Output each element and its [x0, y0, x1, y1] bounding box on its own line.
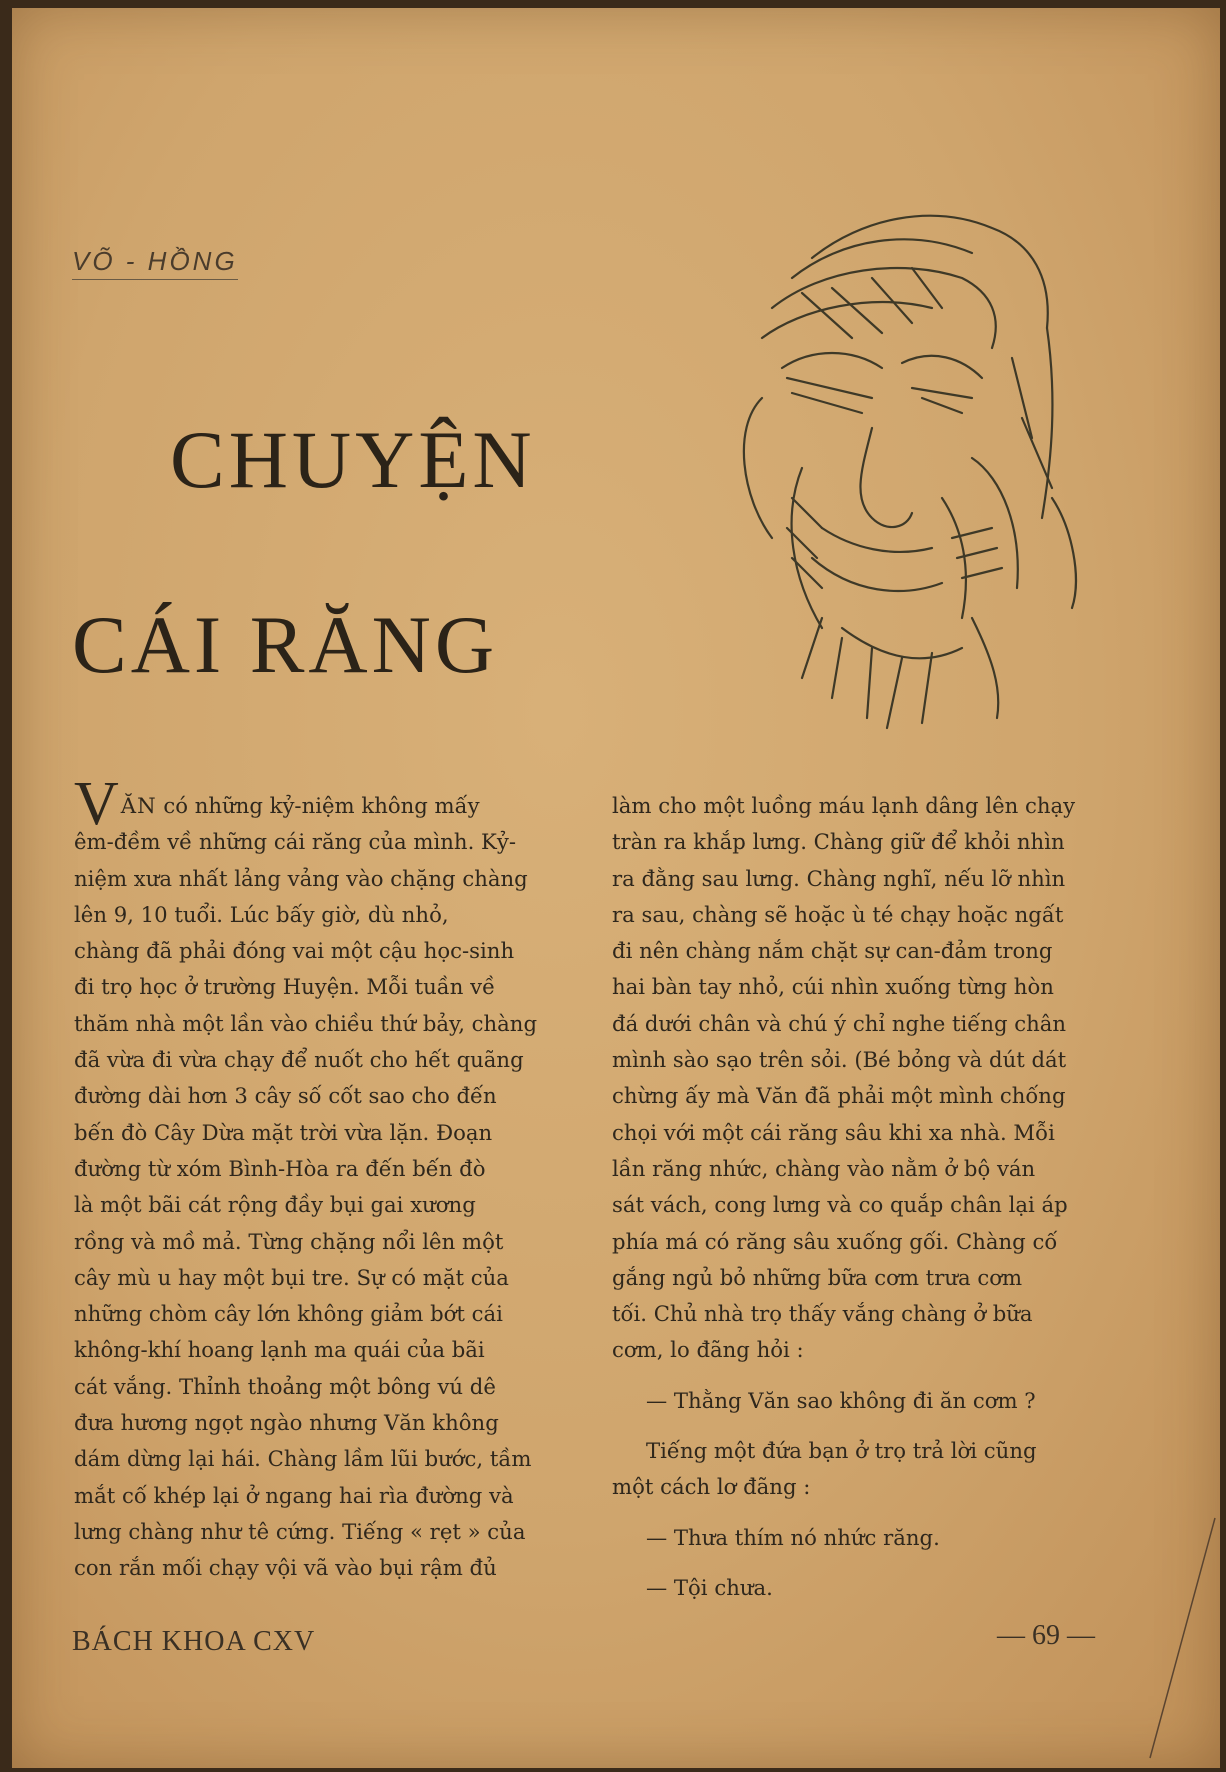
- article-first-line: [74, 770, 574, 838]
- article-line: chọi với một cái răng sâu khi xa nhà. Mỗi: [612, 1119, 1055, 1145]
- article-line: đi nên chàng nắm chặt sự can-đảm trong: [612, 938, 1053, 964]
- article-line: mắt cố khép lại ở ngang hai rìa đường và: [74, 1482, 514, 1508]
- article-line: tràn ra khắp lưng. Chàng giữ để khỏi nhìn: [612, 829, 1065, 855]
- article-line: đá dưới chân và chú ý chỉ nghe tiếng chân: [612, 1010, 1067, 1036]
- article-line: rồng và mồ mả. Từng chặng nổi lên một: [74, 1228, 504, 1254]
- article-line: chừng ấy mà Văn đã phải một mình chống: [612, 1083, 1066, 1109]
- article-line: hai bàn tay nhỏ, cúi nhìn xuống từng hòn: [612, 974, 1054, 1000]
- article-line: bến đò Cây Dừa mặt trời vừa lặn. Đoạn: [74, 1119, 493, 1145]
- dialogue-line: một cách lơ đãng :: [612, 1474, 811, 1500]
- article-line: lưng chàng như tê cứng. Tiếng « rẹt » của: [74, 1518, 526, 1544]
- article-line: đã vừa đi vừa chạy để nuốt cho hết quãng: [74, 1047, 524, 1073]
- article-line: là một bãi cát rộng đầy bụi gai xương: [74, 1192, 476, 1218]
- article-line: ra đằng sau lưng. Chàng nghĩ, nếu lỡ nhìn: [612, 865, 1066, 891]
- article-line: sát vách, cong lưng và co quắp chân lại áp: [612, 1192, 1068, 1218]
- article-line: cây mù u hay một bụi tre. Sự có mặt của: [74, 1264, 509, 1290]
- article-line: đường dài hơn 3 cây số cốt sao cho đến: [74, 1083, 497, 1109]
- dialogue-line: Tiếng một đứa bạn ở trọ trả lời cũng: [646, 1438, 1037, 1464]
- article-line: ra sau, chàng sẽ hoặc ù té chạy hoặc ngất: [612, 901, 1064, 927]
- lead-in: ĂN: [120, 793, 157, 818]
- magazine-page: [12, 8, 1220, 1768]
- article-line: niệm xưa nhất lảng vảng vào chặng chàng: [74, 865, 528, 891]
- drop-cap: V: [74, 770, 119, 838]
- article-line: cơm, lo đãng hỏi :: [612, 1337, 804, 1363]
- article-column-left: [74, 770, 574, 1587]
- article-line: thăm nhà một lần vào chiều thứ bảy, chàng: [74, 1010, 538, 1036]
- article-line: đi trọ học ở trường Huyện. Mỗi tuần về: [74, 974, 496, 1000]
- magazine-footer: BÁCH KHOA CXV: [72, 1626, 316, 1657]
- title-line-1: CHUYỆN: [170, 414, 536, 505]
- article-line: lên 9, 10 tuổi. Lúc bấy giờ, dù nhỏ,: [74, 901, 449, 927]
- article-line: lần răng nhức, chàng vào nằm ở bộ ván: [612, 1155, 1036, 1181]
- article-line: dám dừng lại hái. Chàng lầm lũi bước, tầm: [74, 1446, 532, 1472]
- article-line: không-khí hoang lạnh ma quái của bãi: [74, 1337, 485, 1363]
- title-line-2: CÁI RĂNG: [72, 599, 499, 690]
- article-line: cát vắng. Thỉnh thoảng một bông vú dê: [74, 1373, 496, 1399]
- dialogue-line: — Thưa thím nó nhức răng.: [646, 1524, 940, 1550]
- article-line: những chòm cây lớn không giảm bớt cái: [74, 1301, 503, 1327]
- article-line: con rắn mối chạy vội vã vào bụi rậm đủ: [74, 1555, 497, 1581]
- article-line: mình sào sạo trên sỏi. (Bé bỏng và dút dát: [612, 1047, 1067, 1073]
- article-line: gắng ngủ bỏ những bữa cơm trưa cơm: [612, 1264, 1023, 1290]
- author-byline: VÕ - HỒNG: [72, 246, 238, 280]
- article-line: chàng đã phải đóng vai một cậu học-sinh: [74, 938, 515, 964]
- torn-corner-mark: [1140, 1508, 1220, 1768]
- article-line: êm-đềm về những cái răng của mình. Kỷ-: [74, 829, 517, 855]
- article-line: có những kỷ-niệm không mấy: [163, 793, 480, 818]
- face-sketch-illustration: [672, 198, 1132, 738]
- article-line: đưa hương ngọt ngào nhưng Văn không: [74, 1410, 499, 1436]
- article-line: đường từ xóm Bình-Hòa ra đến bến đò: [74, 1155, 486, 1181]
- article-column-right: [612, 788, 1122, 1606]
- dialogue-line: — Thằng Văn sao không đi ăn cơm ?: [646, 1387, 1036, 1413]
- dialogue-line: — Tội chưa.: [646, 1574, 773, 1600]
- article-line: làm cho một luồng máu lạnh dâng lên chạy: [612, 793, 1076, 818]
- article-line: phía má có răng sâu xuống gối. Chàng cố: [612, 1228, 1058, 1254]
- page-number: — 69 —: [997, 1620, 1095, 1651]
- article-line: tối. Chủ nhà trọ thấy vắng chàng ở bữa: [612, 1301, 1033, 1327]
